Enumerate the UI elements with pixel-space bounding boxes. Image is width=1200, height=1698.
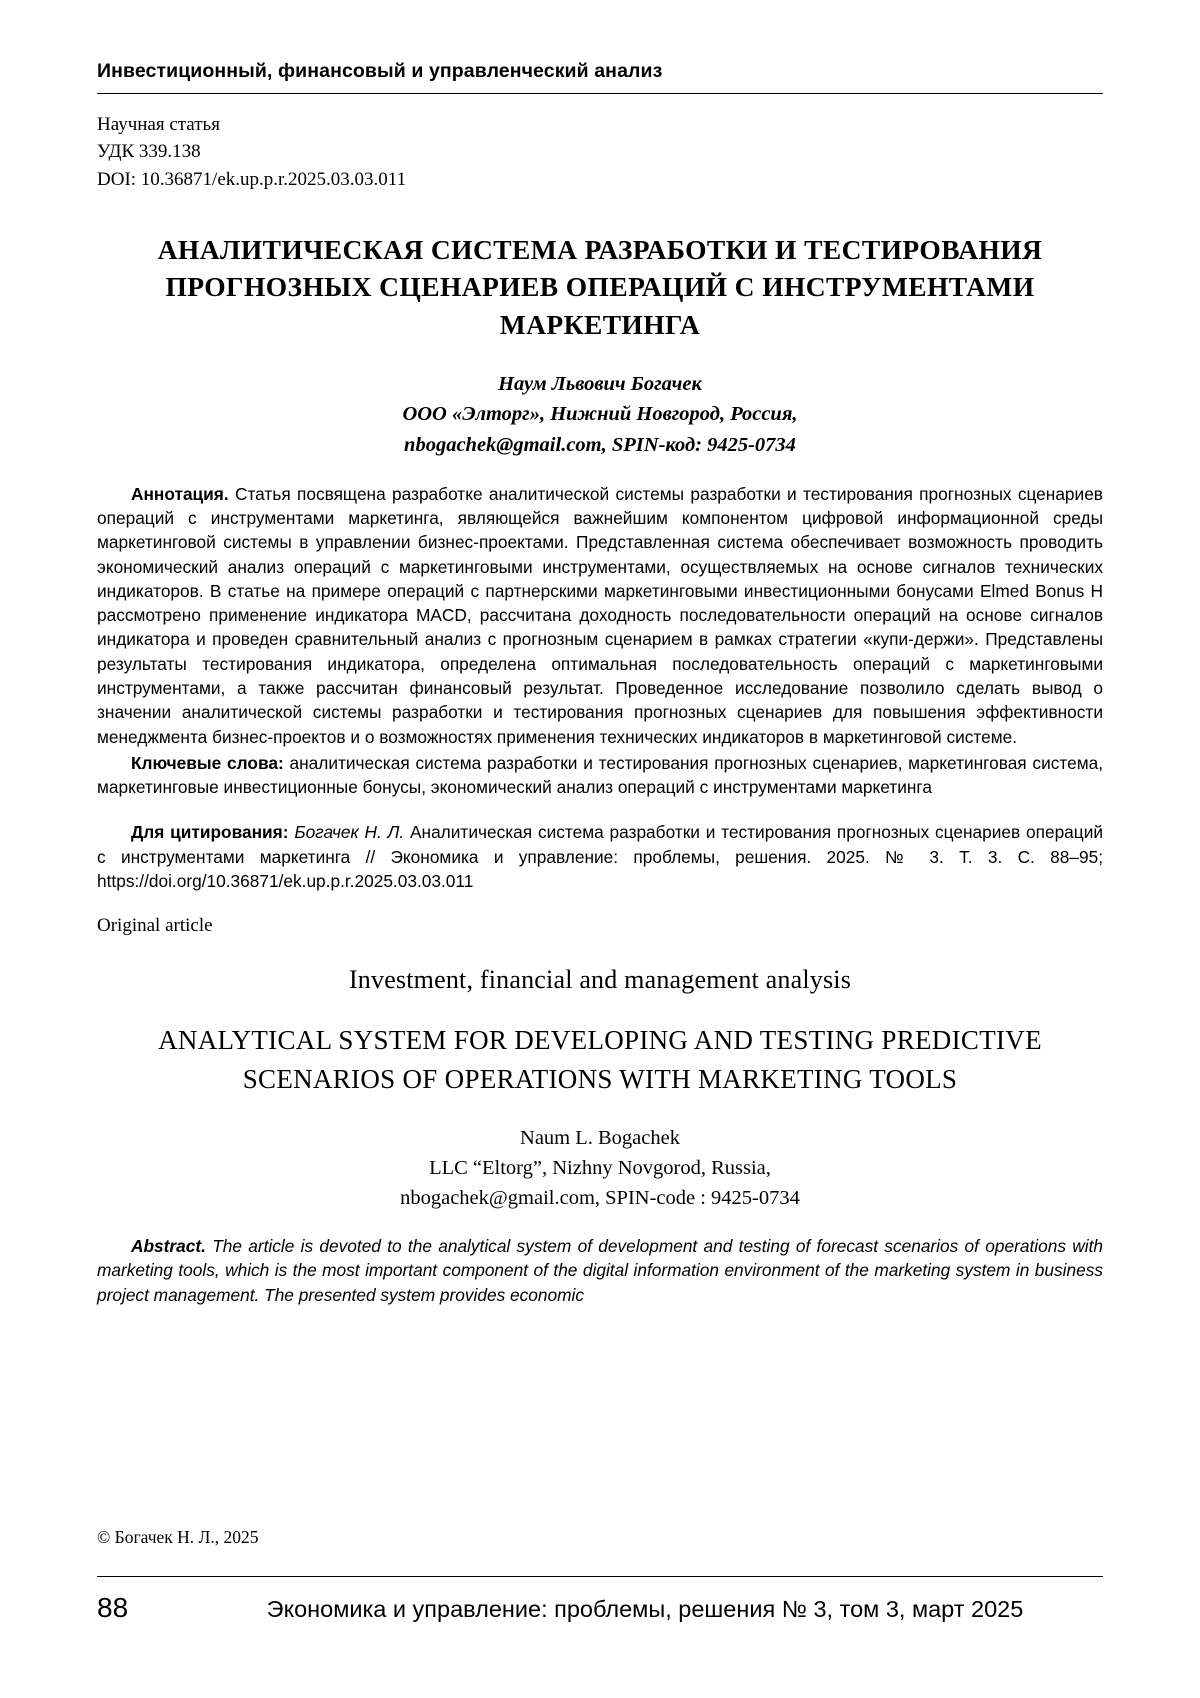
copyright-notice: © Богачек Н. Л., 2025 <box>97 1527 259 1547</box>
header-divider <box>97 93 1103 94</box>
section-heading-en: Investment, financial and management analysis <box>348 965 852 995</box>
doi-code: DOI: 10.36871/ek.up.p.r.2025.03.03.011 <box>97 168 407 190</box>
article-type: Научная статья <box>97 114 220 135</box>
citation-block <box>97 820 1103 893</box>
page-content <box>97 60 1103 1307</box>
abstract-en <box>97 1234 1103 1307</box>
journal-title-line: Экономика и управление: проблемы, решения № 3, том 3, март 2025 <box>266 1596 1024 1622</box>
abstract-ru <box>97 482 1103 749</box>
author-contact-en: nbogachek@gmail.com, SPIN-code : 9425-0734 <box>400 1186 800 1209</box>
citation-author: Богачек Н. Л. <box>294 822 405 843</box>
footer-divider <box>97 1576 1103 1577</box>
original-article-label: Original article <box>97 915 213 937</box>
authors-ru <box>97 369 1103 459</box>
author-affiliation-ru: ООО «Элторг», Нижний Новгород, Россия, <box>402 403 798 426</box>
page-number: 88 <box>97 1592 129 1623</box>
udk-code: УДК 339.138 <box>97 141 201 163</box>
author-affiliation-en: LLC “Eltorg”, Nizhny Novgorod, Russia, <box>429 1157 771 1180</box>
abstract-en-label: Abstract. <box>131 1235 206 1256</box>
running-head: Инвестиционный, финансовый и управленческий анализ <box>97 60 663 82</box>
page-footer <box>97 1592 1103 1624</box>
author-name-ru: Наум Львович Богачек <box>498 373 702 396</box>
citation-label: Для цитирования: <box>131 822 289 843</box>
citation-text: Аналитическая система разработки и тестирования прогнозных сценариев операций с инструментами маркетинга // Экономика и управление: проблемы, решения. 2025. № 3. Т. 3. С. 88–95; https://doi.org/10.36871/ek.up.p.r.2025.03.03.011 <box>97 822 1103 892</box>
page-title-en: ANALYTICAL SYSTEM FOR DEVELOPING AND TESTING PREDICTIVE SCENARIOS OF OPERATIONS WITH MARKETING TOOLS <box>158 1025 1042 1095</box>
abstract-ru-label: Аннотация. <box>131 483 229 504</box>
page-title-ru: АНАЛИТИЧЕСКАЯ СИСТЕМА РАЗРАБОТКИ И ТЕСТИРОВАНИЯ ПРОГНОЗНЫХ СЦЕНАРИЕВ ОПЕРАЦИЙ С ИНСТРУМЕНТАМИ МАРКЕТИНГА <box>157 234 1043 340</box>
abstract-ru-text: Статья посвящена разработке аналитической системы разработки и тестирования прогнозных сценариев операций с инструментами маркетинга, являющейся важнейшим компонентом цифровой информационной среды маркетинговой системы в управлении бизнес-проектами. Представленная система обеспечивает возможность проводить экономический анализ операций с маркетинговыми инструментами, осуществляемых на основе сигналов технических индикаторов. В статье на примере операций с партнерскими маркетинговыми инвестиционными бонусами Elmed Bonus H рассмотрено применение индикатора MACD, рассчитана доходность последовательности операций на основе сигналов индикатора и проведен сравнительный анализ с прогнозным сценарием в рамках стратегии «купи-держи». Представлены результаты тестирования индикатора, определена оптимальная последовательность операций с маркетинговыми инструментами, а также рассчитан финансовый результат. Проведенное исследование позволило сделать вывод о значении аналитической системы разработки и тестирования прогнозных сценариев для повышения эффективности менеджмента бизнес-проектов и о возможностях применения технических индикаторов в маркетинговой системе. <box>97 483 1103 747</box>
author-name-en: Naum L. Bogachek <box>520 1127 680 1150</box>
keywords-ru-text: аналитическая система разработки и тестирования прогнозных сценариев, маркетинговая система, маркетинговые инвестиционные бонусы, экономический анализ операций с инструментами маркетинга <box>97 752 1103 798</box>
abstract-en-text: The article is devoted to the analytical system of development and testing of forecast scenarios of operations with marketing tools, which is the most important component of the digital information environment of the marketing system in business project management. The presented system provides economic <box>97 1235 1103 1305</box>
author-contact-ru: nbogachek@gmail.com, SPIN-код: 9425-0734 <box>404 433 796 456</box>
authors-en <box>97 1124 1103 1214</box>
keywords-ru <box>97 751 1103 800</box>
keywords-ru-label: Ключевые слова: <box>131 752 284 773</box>
article-meta <box>97 111 1103 193</box>
